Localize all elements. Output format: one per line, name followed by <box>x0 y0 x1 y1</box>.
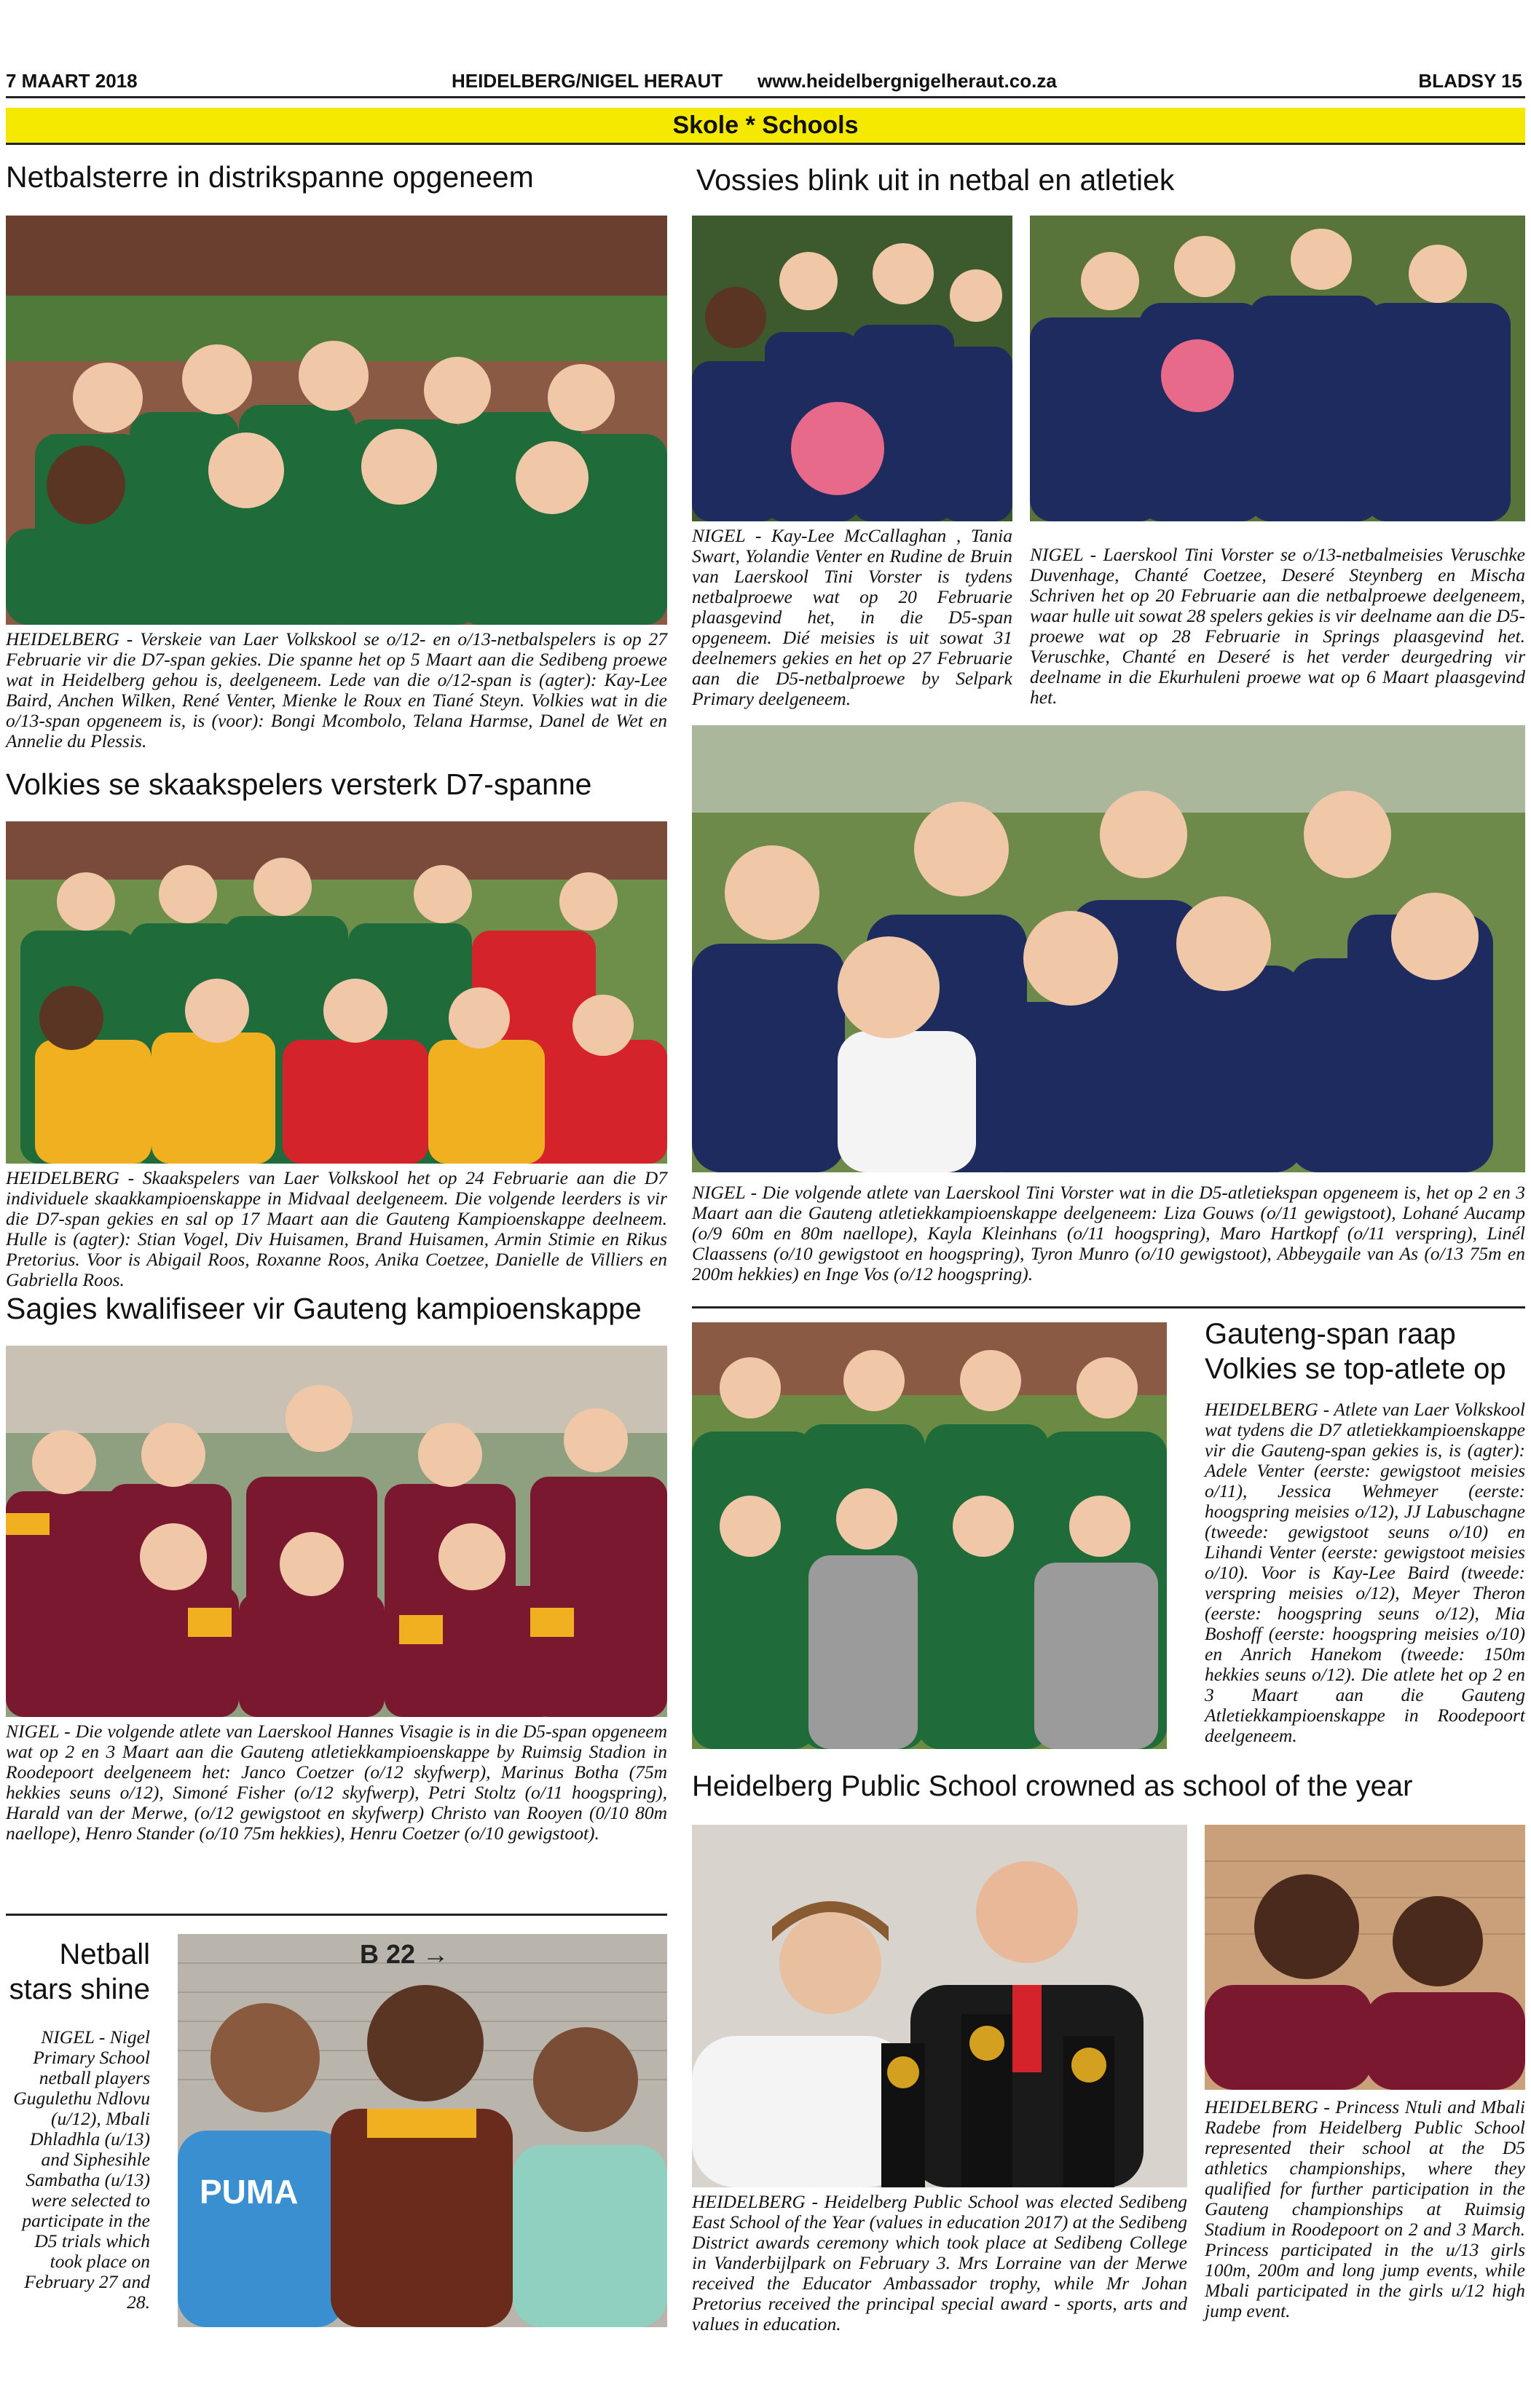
caption-vossies-athletics: NIGEL - Die volgende atlete van Laerskool Tini Vorster wat in die D5-atletiekspan opgeneem is, het op 2 en 3 Maart aan die Gauteng atletiekkampioenskappe deelgeneem: Liza Gouws (o/11 gewigstoot), Lohané Aucamp (o/9 60m en 80m naellope), Kayla Kleinhans (o/11 hoogspring), Maro Hartkopf (o/11 verspring), Linél Claassens (o/10 gewigstoot en hoogspring), Tyron Munro (o/10 gewigstoot), Abbeygaile van As (o/13 75m en 200m hekkies) en Inge Vos (o/12 hoogspring). <box>692 1182 1525 1284</box>
caption-princess-mbali: HEIDELBERG - Princess Ntuli and Mbali Radebe from Heidelberg Public School represented their school at the D5 athletics championships, where they qualified for further participation in the Gauteng championships at Ruimsig Stadium in Roodepoort on 2 and 3 March. Princess participated in the u/13 girls 100m, 200m and long jump events, while Mbali participated in the girls u/12 high jump event. <box>1205 2096 1525 2321</box>
caption-sagies: NIGEL - Die volgende atlete van Laerskool Hannes Visagie is in die D5-span opgeneem wat op 2 en 3 Maart aan die Gauteng atletiekkampioenskappe by Ruimsig Stadion in Roodepoort deelgeneem het: Janco Coetzer (o/12 skyfwerp), Marinus Botha (75m hekkies seuns o/12), Simoné Fisher (o/12 skyfwerp), Petri Stoltz (o/11 hoogspring), Harald van der Merwe, (o/12 gewigstoot en skyfwerp) Christo van Rooyen (0/10 80m naellope), Henro Stander (o/10 75m hekkies), Henru Coetzer (o/10 gewigstoot). <box>6 1721 667 1844</box>
headline-netball-stars-2: stars shine <box>9 1973 150 2005</box>
headline-netbal-distrik: Netbalsterre in distrikspanne opgeneem <box>6 160 534 194</box>
caption-skaak: HEIDELBERG - Skaakspelers van Laer Volkskool het op 24 Februarie aan die D7 individuele skaakkampioenskappe in Midvaal deelgeneem. Die volgende leerders is vir die D7-span gekies en sal op 17 Maart aan die Gauteng Kampioenskappe deelneem. Hulle is (agter): Stian Vogel, Div Huisamen, Brand Huisamen, Armin Stimie en Rikus Pretorius. Voor is Abigail Roos, Roxanne Roos, Anika Coetzee, Danielle de Villiers en Gabriella Roos. <box>6 1167 667 1290</box>
photo-public-school-trophies <box>692 1825 1187 2187</box>
section-label: Skole * Schools <box>672 111 859 139</box>
headline-public-school: Heidelberg Public School crowned as school of the year <box>692 1770 1413 1802</box>
column-rule <box>6 1914 667 1916</box>
photo-princess-mbali <box>1205 1825 1525 2090</box>
website-url[interactable]: www.heidelbergnigelheraut.co.za <box>757 70 1057 92</box>
page-number: BLADSY 15 <box>1418 70 1522 92</box>
photo-netball-girls-green <box>6 216 667 625</box>
headline-skaak: Volkies se skaakspelers versterk D7-spanne <box>6 767 592 801</box>
caption-gauteng-span: HEIDELBERG - Atlete van Laer Volkskool wat tydens die D7 atletiekkampioenskappe vir die Gauteng-span gekies is, is (agter): Adele Venter (eerste: gewigstoot meisies o/11), Jessica Wehmeyer (eerste: hoogspring meisies o/12), JJ Labuschagne (tweede: gewigstoot seuns o/10) en Lihandi Venter (eerste: gewigstoot meisies o/10). Voor is Kay-Lee Baird (tweede: verspring meisies o/12), Meyer Theron (eerste: hoogspring seuns o/12), Mia Boshoff (eerste: hoogspring meisies o/10) en Anrich Hanekom (tweede: 150m hekkies seuns o/12). Die atlete het op 2 en 3 Maart aan die Gauteng Atletiekkampioenskappe in Roodepoort deelgeneem. <box>1205 1399 1525 1746</box>
section-rule <box>692 1306 1525 1308</box>
newspaper-name: HEIDELBERG/NIGEL HERAUT <box>452 70 723 92</box>
photo-vossies-netball-left <box>692 216 1012 521</box>
shirt-text: PUMA <box>200 2173 299 2211</box>
caption-public-school: HEIDELBERG - Heidelberg Public School was elected Sedibeng East School of the Year (values in education 2017) at the Sedibeng District awards ceremony which took place at Sedibeng College in Vanderbijlpark on February 3. Mrs Lorraine van der Merwe received the Educator Ambassador trophy, while Mr Johan Pretorius received the principal special award - sports, arts and values in education. <box>692 2191 1187 2334</box>
caption-vossies-left: NIGEL - Kay-Lee McCallaghan , Tania Swart, Yolandie Venter en Rudine de Bruin van Laerskool Tini Vorster is tydens netbalproewe wat op 20 Februarie plaasgevind het, in die D5-span opgeneem. Dié meisies is uit sowat 31 deelnemers gekies en het op 27 Februarie aan die D5-netbalproewe by Selpark Primary deelgeneem. <box>692 525 1012 709</box>
issue-date: 7 MAART 2018 <box>6 70 138 92</box>
headline-netball-stars-1: Netball <box>59 1938 150 1970</box>
headline-vossies: Vossies blink uit in netbal en atletiek <box>696 163 1175 197</box>
photo-tini-vorster-athletes <box>692 725 1525 1172</box>
section-bar <box>6 108 1525 145</box>
caption-netbal-distrik: HEIDELBERG - Verskeie van Laer Volkskool se o/12- en o/13-netbalspelers is op 27 Februarie vir die D7-span gekies. Die spanne het op 5 Maart aan die Sedibeng proewe wat in Heidelberg gehou is, deelgeneem. Lede van die o/12-span is (agter): Kay-Lee Baird, Anchen Wilken, René Venter, Mienke le Roux en Tiané Steyn. Volkies wat in die o/13-span opgeneem is, is (voor): Bongi Mcombolo, Telana Harmse, Danel de Wet en Annelie du Plessis. <box>6 628 667 751</box>
photo-netball-stars <box>178 1934 667 2327</box>
photo-sign-text: B 22 → <box>360 1939 449 1969</box>
photo-vossies-netball-right <box>1030 216 1525 521</box>
folio-bar <box>6 67 1525 98</box>
photo-sagies-athletes <box>6 1346 667 1717</box>
photo-chess-players <box>6 821 667 1164</box>
headline-sagies: Sagies kwalifiseer vir Gauteng kampioenskappe <box>6 1292 642 1325</box>
photo-gauteng-span <box>692 1322 1167 1749</box>
caption-vossies-right: NIGEL - Laerskool Tini Vorster se o/13-netbalmeisies Veruschke Duvenhage, Chanté Coetzee, Deseré Steynberg en Mischa Schriven het op 20 Februarie aan die netbalproewe deelgeneem, waar hulle uit sowat 28 spelers gekies is vir deelname aan die D5-proewe wat op 28 Februarie in Springs plaasgevind het. Veruschke, Chanté en Deseré is het verder deurgedring vir deelname in die Ekurhuleni proewe wat op 6 Maart plaasgevind het. <box>1030 544 1525 708</box>
caption-netball-stars: NIGEL - Nigel Primary School netball players Gugulethu Ndlovu (u/12), Mbali Dhladhla (u/13) and Siphesihle Sambatha (u/13) were selected to participate in the D5 trials which took place on February 27 and 28. <box>13 2026 150 2313</box>
headline-gauteng-span: Gauteng-span raap Volkies se top-atlete op <box>1205 1318 1506 1385</box>
